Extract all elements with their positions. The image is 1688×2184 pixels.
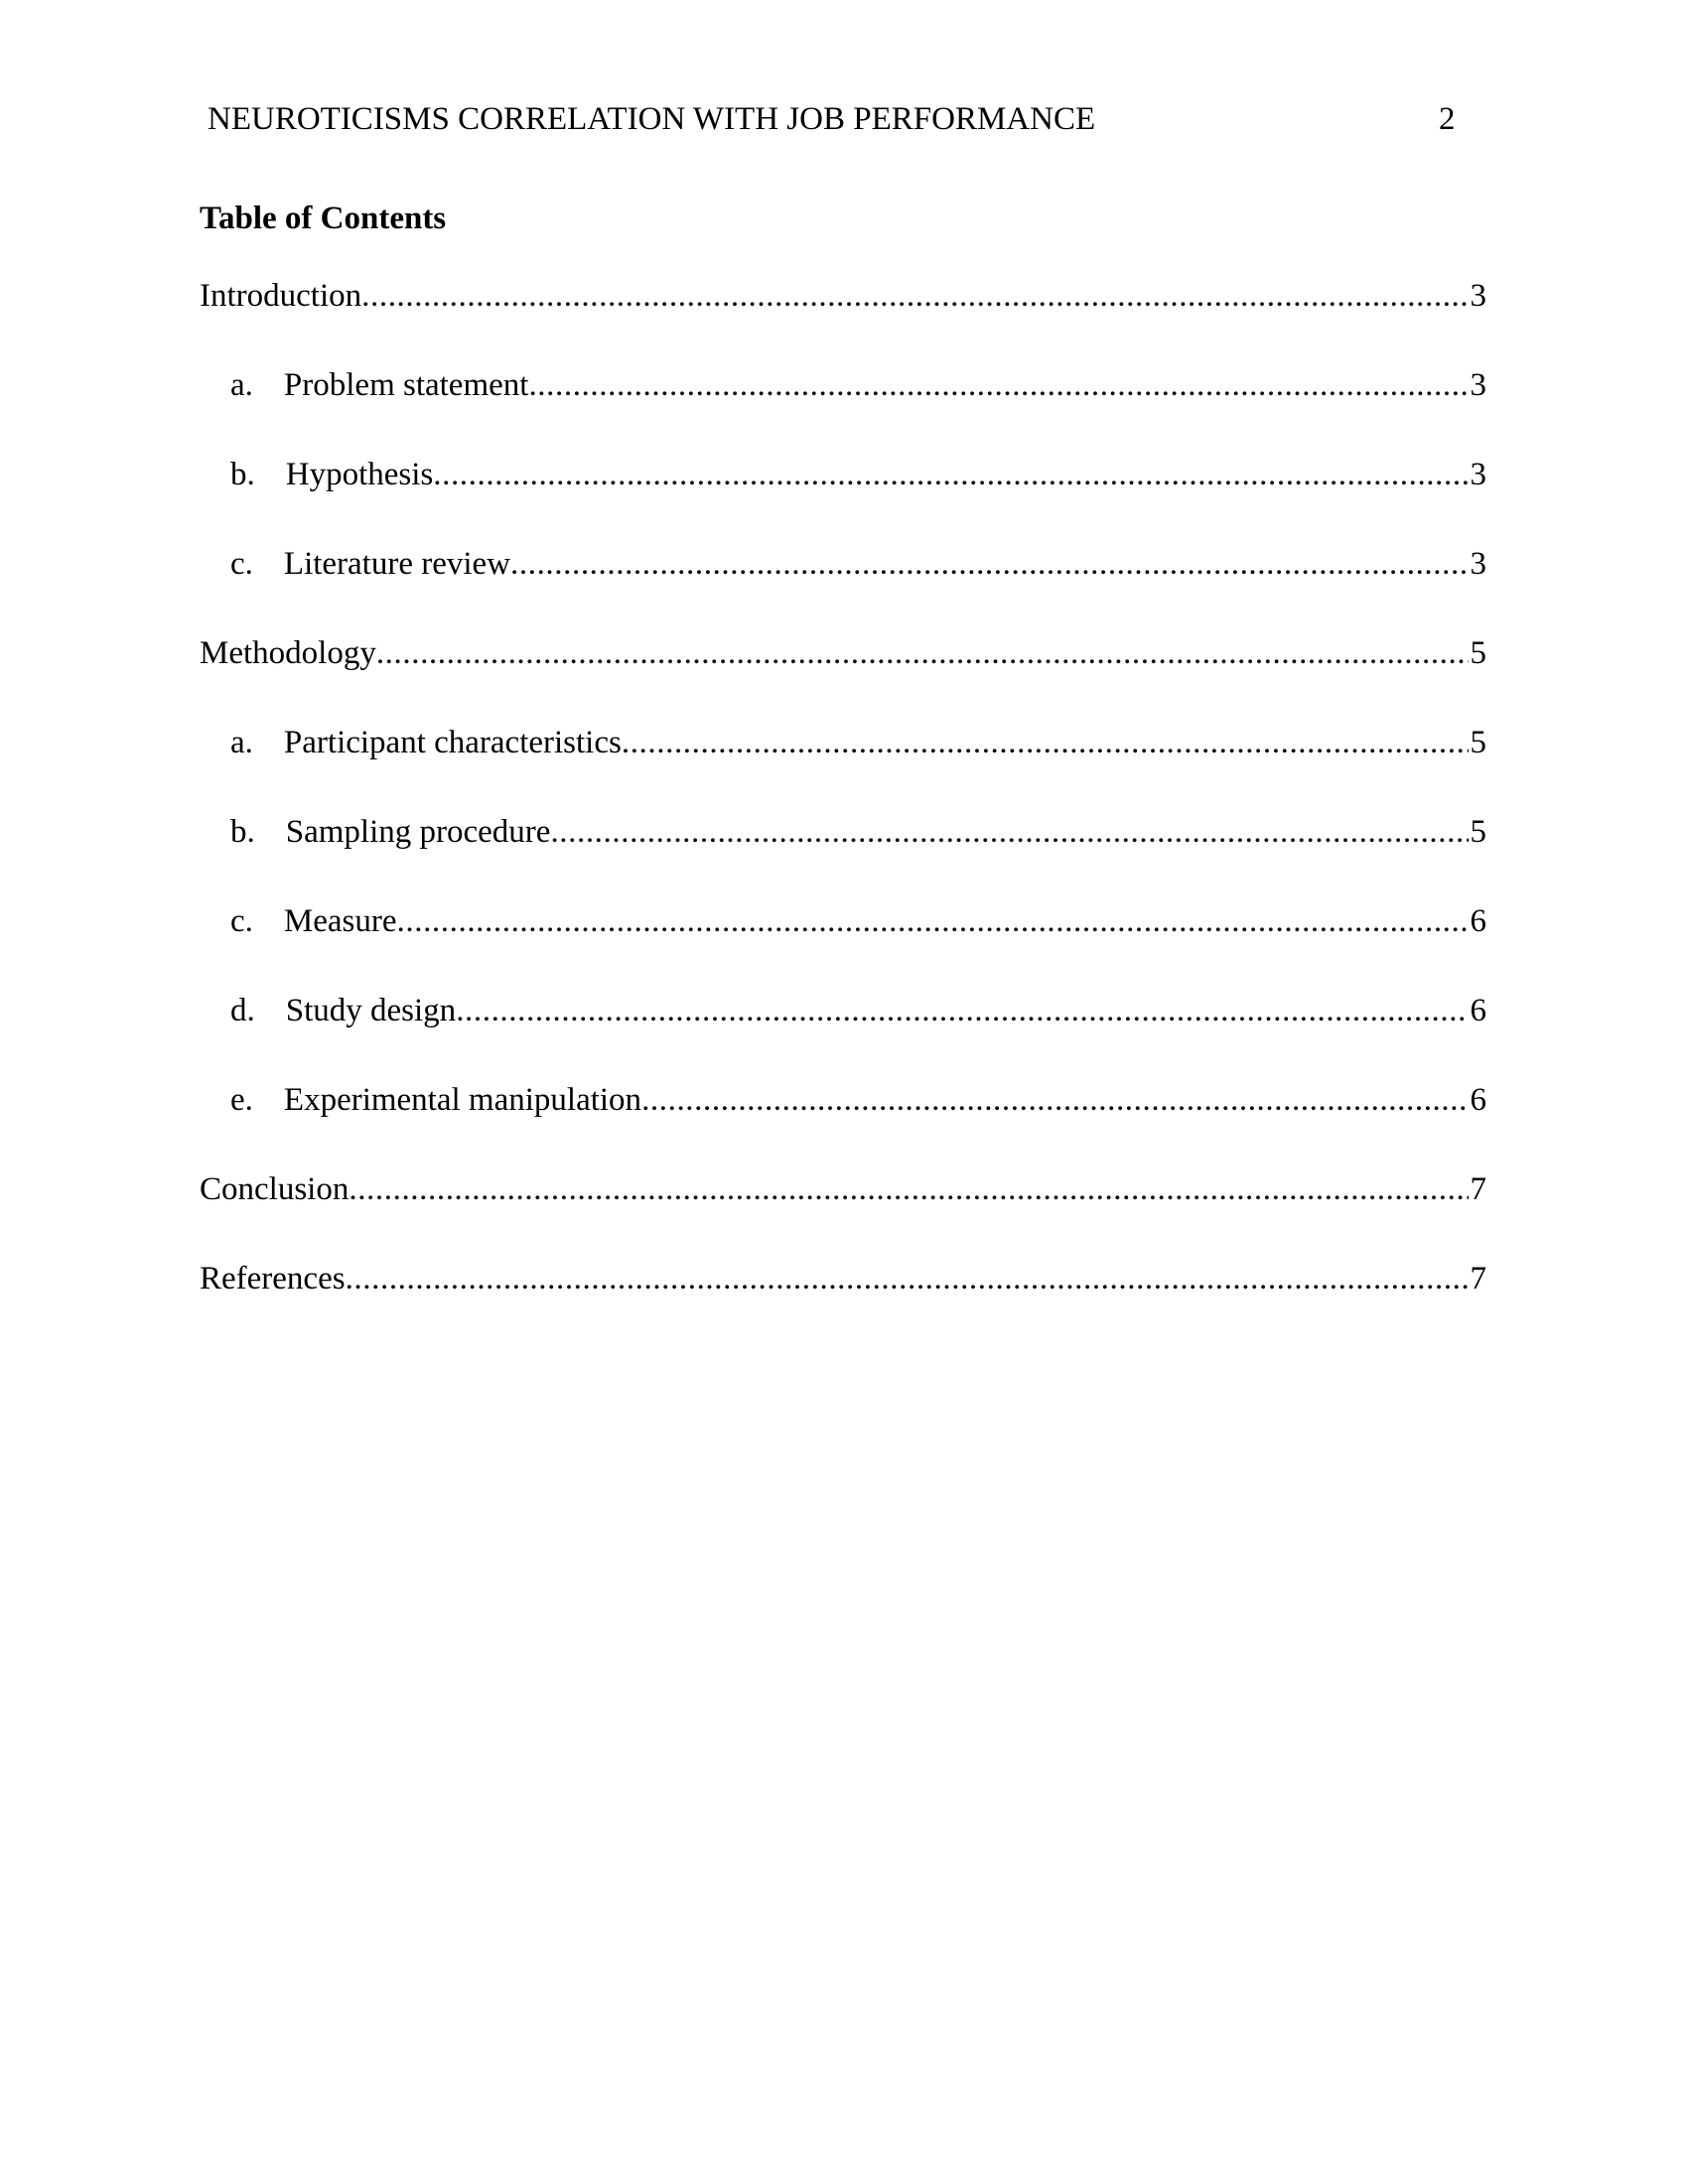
toc-entry-label: Measure bbox=[283, 903, 397, 939]
toc-entry-page: 5 bbox=[1470, 635, 1486, 671]
toc-entry-page: 3 bbox=[1470, 367, 1486, 403]
toc-entry-study-design[interactable] bbox=[200, 991, 1486, 1080]
toc-entry-page: 6 bbox=[1470, 1082, 1486, 1118]
dot-leader bbox=[528, 365, 1469, 405]
toc-entry-conclusion[interactable] bbox=[200, 1169, 1486, 1259]
toc-entry-page: 6 bbox=[1470, 903, 1486, 939]
toc-entry-label: Study design bbox=[285, 993, 457, 1028]
toc-entry-label: Literature review bbox=[283, 546, 511, 582]
page-number: 2 bbox=[1439, 101, 1456, 137]
toc-entry-label: Participant characteristics bbox=[283, 725, 622, 760]
list-marker: c. bbox=[230, 903, 253, 939]
dot-leader bbox=[397, 901, 1469, 941]
toc-entry-page: 3 bbox=[1470, 278, 1486, 314]
toc-entry-page: 7 bbox=[1470, 1261, 1486, 1297]
toc-entry-label: Methodology bbox=[200, 635, 376, 671]
toc-entry-label: Hypothesis bbox=[285, 457, 434, 492]
toc-entry-measure[interactable] bbox=[200, 901, 1486, 991]
dot-leader bbox=[346, 1259, 1469, 1298]
dot-leader bbox=[433, 455, 1469, 494]
running-head: NEUROTICISMS CORRELATION WITH JOB PERFORMANCE bbox=[208, 101, 1096, 137]
dot-leader bbox=[456, 991, 1469, 1030]
toc-entry-methodology[interactable] bbox=[200, 633, 1486, 723]
dot-leader bbox=[641, 1080, 1469, 1120]
toc-entry-experimental-manipulation[interactable] bbox=[200, 1080, 1486, 1169]
toc-entry-page: 7 bbox=[1470, 1171, 1486, 1207]
toc-entry-label: References bbox=[200, 1261, 346, 1297]
toc-entry-label: Sampling procedure bbox=[285, 814, 551, 850]
dot-leader bbox=[361, 276, 1469, 316]
table-of-contents bbox=[200, 276, 1486, 1348]
toc-entry-label: Experimental manipulation bbox=[283, 1082, 642, 1118]
list-marker: e. bbox=[230, 1082, 253, 1118]
list-marker: a. bbox=[230, 367, 253, 403]
list-marker: b. bbox=[230, 457, 255, 492]
dot-leader bbox=[376, 633, 1469, 673]
toc-title: Table of Contents bbox=[200, 201, 447, 236]
toc-entry-literature-review[interactable] bbox=[200, 544, 1486, 633]
toc-entry-page: 5 bbox=[1470, 725, 1486, 760]
toc-entry-page: 3 bbox=[1470, 457, 1486, 492]
toc-entry-problem-statement[interactable] bbox=[200, 365, 1486, 455]
list-marker: d. bbox=[230, 993, 255, 1028]
toc-entry-label: Problem statement bbox=[283, 367, 529, 403]
dot-leader bbox=[550, 812, 1469, 852]
toc-entry-page: 5 bbox=[1470, 814, 1486, 850]
toc-entry-participant-characteristics[interactable] bbox=[200, 723, 1486, 812]
dot-leader bbox=[349, 1169, 1469, 1209]
toc-entry-references[interactable] bbox=[200, 1259, 1486, 1348]
dot-leader bbox=[510, 544, 1469, 584]
toc-entry-label: Conclusion bbox=[200, 1171, 350, 1207]
toc-entry-label: Introduction bbox=[200, 278, 362, 314]
list-marker: c. bbox=[230, 546, 253, 582]
list-marker: b. bbox=[230, 814, 255, 850]
toc-entry-hypothesis[interactable] bbox=[200, 455, 1486, 544]
toc-entry-sampling-procedure[interactable] bbox=[200, 812, 1486, 901]
toc-entry-page: 3 bbox=[1470, 546, 1486, 582]
dot-leader bbox=[622, 723, 1469, 762]
toc-entry-page: 6 bbox=[1470, 993, 1486, 1028]
toc-entry-introduction[interactable] bbox=[200, 276, 1486, 365]
list-marker: a. bbox=[230, 725, 253, 760]
